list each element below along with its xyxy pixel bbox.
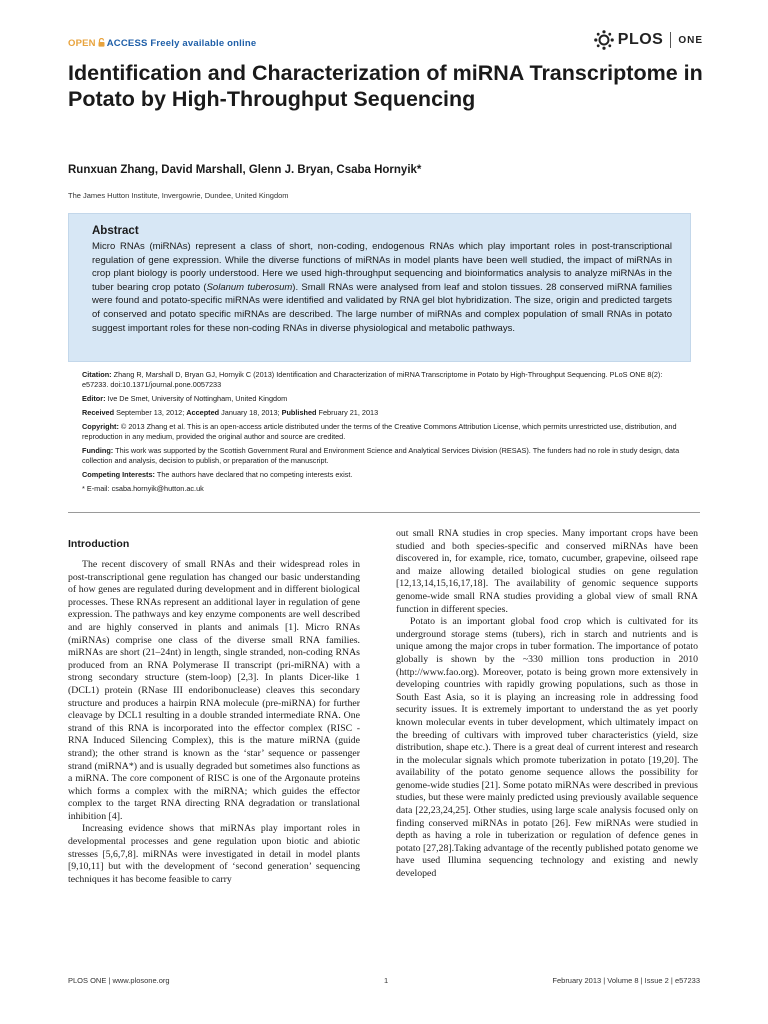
abstract-box [68,213,691,362]
plos-one-logo [594,30,703,50]
body-paragraph: The recent discovery of small RNAs and their widespread roles in post-transcriptional gene regulation has changed our basic understanding of how genes are regulated during development and in different biological processes. These RNAs represent an additional layer in regulation of gene expression. The pathways and key enzyme components are well described and are highly conserved in plants and animals [1]. Micro RNAs (miRNAs) comprise one class of the diverse small RNA families. miRNAs are short (21–24nt) in length, single stranded, non-coding RNAs produced from an RNA Polymerase II transcript (pri-miRNA) with a strong secondary structure (stem-loop) [2,3]. In plants Dicer-like 1 (DCL1) protein (RNase III endoribonuclease) cleaves this secondary structure and produces a hairpin RNA molecule (pre-miRNA) for further cleavage by DCL1 resulting in a double stranded intermediate RNA. One strand of this RNA is incorporated into the effector complex (RISC - RNA Induced Silencing Complex), this is the mature miRNA (guide strand); the other strand is known as the ‘star’ sequence or passenger strand (miRNA*) and is usually degraded but sometimes also functions as a miRNA. The core component of RISC is one of the Argonaute proteins which forms a complex with the miRNA; which guides the effector complex to the target RNA directing RNA degradation or translational inhibition [4]. [68,559,360,822]
funding [82,446,682,465]
body-column-right [396,528,698,881]
published-label: Published [281,407,317,417]
citation [82,370,682,389]
competing-interests [82,470,682,480]
plos-wordmark: PLOS [617,31,664,48]
citation-text: Zhang R, Marshall D, Bryan GJ, Hornyik C (2013) Identification and Characterization of miRNA Transcriptome in Potato by High-Throughput Sequencing. PLoS ONE 8(2): e57233. doi:10.1371/journal.pone.0057233 [82,370,663,389]
plos-logo-mark-icon [594,30,614,50]
logo-divider [670,32,671,48]
body-paragraph: Potato is an important global food crop which is cultivated for its underground storage stems (tubers), rich in starch and nutrients and is unique among the major crops in tuber formation. The importance of potato globally is shown by the ~330 million tons production in 2010 (http://www.fao.org). Moreover, potato is being grown more extensively in developing countries with rapidly growing populations, such as those in South East Asia, so it is playing an increasing role in addressing food security issues. It is extremely important to understand the as yet poorly known molecular events in tuber development, which ultimately impact on the breeding of cultivars with improved tuber characteristics (yield, size distribution, shape etc.). There is a great deal of current interest and research in the molecular signals which promote tuberization in potato [19,20]. The availability of the potato genome sequence allows the possibility for genome-wide studies [21]. Some potato miRNAs were described in previous studies, but these were mainly predicted using previously available sequence data [22,23,24,25]. Other studies, using large scale analysis focused only on finding conserved miRNAs in potato [26]. Few miRNAs were studied in depth as having a role in tuberization or regulation of defence genes in potato [27,28].Taking advantage of the recently published potato genome we have used Illumina sequencing technology and existing and newly developed [396,616,698,880]
section-divider [68,512,700,513]
funding-label: Funding: [82,445,114,455]
footer-issue-info: February 2013 | Volume 8 | Issue 2 | e57233 [552,976,700,985]
competing-interests-label: Competing Interests: [82,469,155,479]
author-list: Runxuan Zhang, David Marshall, Glenn J. Bryan, Csaba Hornyik* [68,164,422,176]
corresponding-email: * E-mail: csaba.hornyik@hutton.ac.uk [82,483,204,493]
open-access-lock-icon [98,38,105,47]
received-label: Received [82,407,115,417]
body-column-left [68,536,360,886]
copyright-text: © 2013 Zhang et al. This is an open-access article distributed under the terms of the Creative Commons Attribution License, which permits unrestricted use, distribution, and reproduction in any medium, provided the original author and source are credited. [82,422,677,441]
funding-text: This work was supported by the Scottish Government Rural and Environment Science and Analytical Services Division (RESAS). The funders had no role in study design, data collection and analysis, decision to publish, or preparation of the manuscript. [82,445,680,465]
abstract-text-part: Micro RNAs (miRNAs) represent a class of short, non-coding, endogenous RNAs which play important roles in post-transcriptional regulation of gene expression. While the diverse functions of miRNAs in model plants have been well studied, the impact of miRNAs in crop plant biology is poorly understood. Here we used high-throughput sequencing and bioinformatics analysis to analyze miRNAs in the tuber bearing crop potato ( [92,241,672,293]
footer-journal-url: PLOS ONE | www.plosone.org [68,976,170,985]
dates [82,408,682,418]
competing-interests-text: The authors have declared that no competing interests exist. [156,469,353,479]
abstract-heading: Abstract [92,225,139,237]
open-access-badge [68,38,256,49]
paper-title: Identification and Characterization of miRNA Transcriptome in Potato by High-Throughput Sequencing [68,61,703,111]
article-metadata [82,370,682,498]
body-paragraph: Increasing evidence shows that miRNAs play important roles in developmental processes and gene regulation upon biotic and abiotic stresses [5,6,7,8]. miRNAs were investigated in detail in model plants [9,10,11] but with the development of ‘second generation’ sequencing techniques it has become feasible to carry [68,823,360,885]
abstract-text [92,240,672,335]
journal-header [68,28,703,58]
received-date: September 13, 2012; [116,407,185,417]
abstract-text-part: ). Small RNAs were analysed from leaf and stolon tissues. 28 conserved miRNA families were found and potato-specific miRNAs were identified and validated by RNA gel blot hybridization. The size, origin and predicted targets of conserved and potato specific miRNAs are described. The large number of miRNAs and complex population of small RNAs in potato suggest important roles for these non-coding RNAs in diverse physiological and metabolic pathways. [92,281,672,334]
body-paragraph: out small RNA studies in crop species. Many important crops have been studied and both species-specific and conserved miRNAs have been discovered in, for example, rice, tomato, cucumber, grapevine, oilseed rape and maize allowing detailed biological studies on gene regulation [12,13,14,15,16,17,18]. The availability of genomic sequence supports genome-wide small RNA studies providing a global view of small RNA function in different species. [396,528,698,615]
copyright [82,422,682,441]
accepted-label: Accepted [186,407,220,417]
accepted-date: January 18, 2013; [221,407,280,417]
editor-text: Ive De Smet, University of Nottingham, United Kingdom [107,393,288,403]
page-number: 1 [384,976,389,985]
open-access-label: ACCESS Freely available online [106,38,257,49]
editor-label: Editor: [82,393,106,403]
citation-label: Citation: [82,370,112,379]
species-name: Solanum tuberosum [206,281,293,293]
introduction-heading: Introduction [68,538,130,550]
editor [82,394,682,404]
copyright-label: Copyright: [82,422,119,432]
journal-name: ONE [678,34,703,46]
affiliation: The James Hutton Institute, Invergowrie, Dundee, United Kingdom [68,191,289,200]
open-access-open-label: OPEN [68,38,96,49]
published-date: February 21, 2013 [318,407,379,417]
